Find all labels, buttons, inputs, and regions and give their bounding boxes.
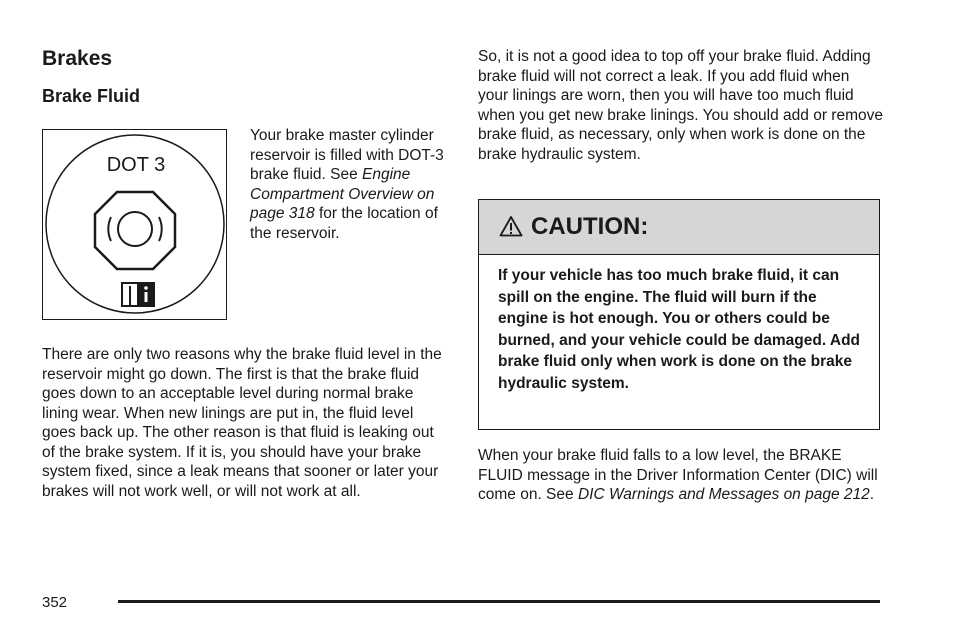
figure-caption-text-1: Your brake master cylinder reservoir is filled with DOT-3 brake fluid. See	[250, 127, 444, 183]
owner-manual-icon	[122, 283, 154, 306]
dic-text-2: .	[869, 486, 875, 503]
caution-header	[479, 200, 879, 255]
page-number: 352	[42, 594, 68, 611]
dic-text-1: When your brake fluid falls to a low level, the BRAKE FLUID message in the Driver Information Center (DIC) will come on. See	[478, 447, 878, 503]
left-paragraph: There are only two reasons why the brake fluid level in the reservoir might go down. The first is that the brake fluid goes down to an acceptable level during normal brake lining wear. When new linings are put in, the fluid level goes back up. The other reason is that fluid is leaking out of the brake system. If it is, you should have your brake system fixed, since a leak means that sooner or later your brakes will not work well, or will not work at all.	[42, 346, 442, 500]
cap-label: DOT 3	[106, 154, 166, 176]
figure-caption-text-2: for the location of the reservoir.	[250, 205, 438, 242]
brake-warning-icon	[95, 192, 175, 269]
right-paragraph-bottom	[478, 446, 878, 505]
warning-triangle-icon	[499, 215, 523, 237]
footer-rule	[118, 600, 880, 603]
reservoir-cap-drawing	[43, 130, 228, 321]
engine-compartment-reference[interactable]: Engine Compartment Overview on page 318	[250, 166, 435, 222]
caution-box	[478, 199, 880, 430]
caution-title: CAUTION:	[531, 213, 649, 240]
dic-warnings-reference[interactable]: DIC Warnings and Messages on page 212	[577, 486, 870, 503]
section-subtitle: Brake Fluid	[42, 86, 141, 106]
reservoir-cap-figure	[42, 129, 227, 320]
figure-caption	[250, 126, 450, 243]
right-paragraph-top: So, it is not a good idea to top off your brake fluid. Adding brake fluid will not correct a leak. If you add fluid when your linings are worn, then you will have too much fluid when you get new brake linings. You should add or remove brake fluid, as necessary, only when work is done on the brake hydraulic system.	[478, 48, 883, 163]
caution-body: If your vehicle has too much brake fluid, it can spill on the engine. The fluid will burn if the engine is hot enough. You or others could be burned, and your vehicle could be damaged. Add brake fluid only when work is done on the brake hydraulic system.	[498, 267, 861, 392]
section-title: Brakes	[42, 47, 113, 70]
